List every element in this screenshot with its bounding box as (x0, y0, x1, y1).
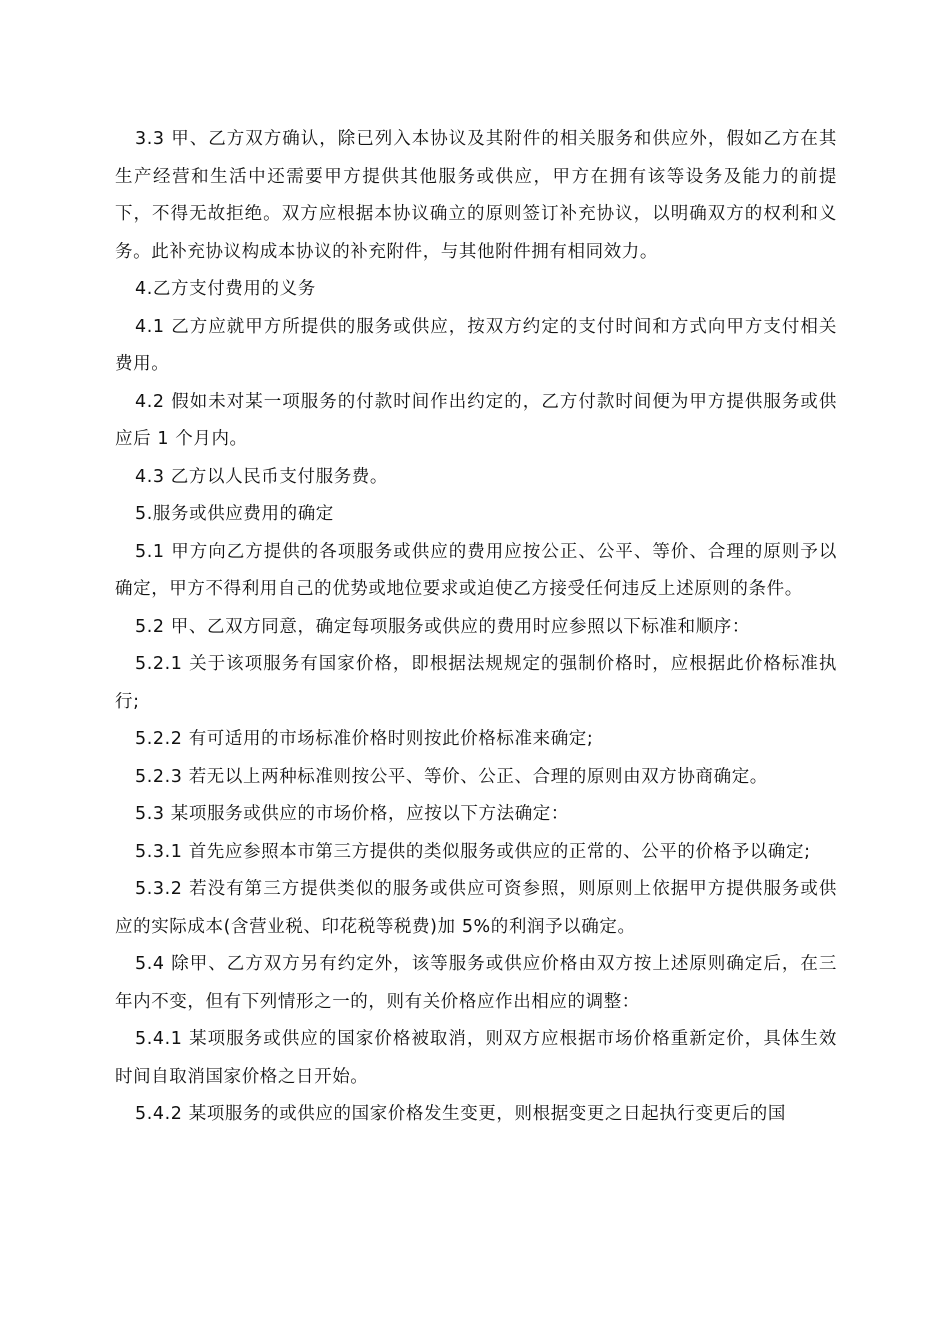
paragraph-3-3: 3.3 甲、乙方双方确认，除已列入本协议及其附件的相关服务和供应外，假如乙方在其生产经营和生活中还需要甲方提供其他服务或供应，甲方在拥有该等设务及能力的前提下，不得无故拒绝。双方应根据本协议确立的原则签订补充协议，以明确双方的权利和义务。此补充协议构成本协议的补充附件，与其他附件拥有相同效力。 (115, 129, 837, 262)
section-heading-4: 4.乙方支付费用的义务 (135, 279, 316, 299)
paragraph-5-2-2: 5.2.2 有可适用的市场标准价格时则按此价格标准来确定; (135, 729, 594, 749)
section-heading-5: 5.服务或供应费用的确定 (135, 504, 334, 524)
paragraph-5-4: 5.4 除甲、乙方双方另有约定外，该等服务或供应价格由双方按上述原则确定后，在三年内不变，但有下列情形之一的，则有关价格应作出相应的调整： (115, 954, 837, 1012)
paragraph-4-3: 4.3 乙方以人民币支付服务费。 (135, 466, 388, 487)
paragraph-4-1: 4.1 乙方应就甲方所提供的服务或供应，按双方约定的支付时间和方式向甲方支付相关费用。 (115, 316, 837, 374)
paragraph-5-4-2: 5.4.2 某项服务的或供应的国家价格发生变更，则根据变更之日起执行变更后的国 (135, 1104, 786, 1124)
paragraph-5-3-1: 5.3.1 首先应参照本市第三方提供的类似服务或供应的正常的、公平的价格予以确定; (135, 841, 811, 862)
paragraph-5-2-1: 5.2.1 关于该项服务有国家价格，即根据法规规定的强制价格时，应根据此价格标准执行; (115, 654, 837, 712)
paragraph-5-4-1: 5.4.1 某项服务或供应的国家价格被取消，则双方应根据市场价格重新定价，具体生效时间自取消国家价格之日开始。 (115, 1029, 837, 1087)
document-body (115, 121, 837, 1134)
paragraph-4-2: 4.2 假如未对某一项服务的付款时间作出约定的，乙方付款时间便为甲方提供服务或供应后 1 个月内。 (115, 391, 837, 449)
paragraph-5-3: 5.3 某项服务或供应的市场价格，应按以下方法确定： (135, 804, 569, 824)
paragraph-5-2: 5.2 甲、乙双方同意，确定每项服务或供应的费用时应参照以下标准和顺序： (135, 616, 750, 637)
paragraph-5-3-2: 5.3.2 若没有第三方提供类似的服务或供应可资参照，则原则上依据甲方提供服务或供应的实际成本(含营业税、印花税等税费)加 5%的利润予以确定。 (115, 879, 837, 937)
paragraph-5-1: 5.1 甲方向乙方提供的各项服务或供应的费用应按公正、公平、等价、合理的原则予以确定，甲方不得利用自己的优势或地位要求或迫使乙方接受任何违反上述原则的条件。 (115, 541, 837, 599)
paragraph-5-2-3: 5.2.3 若无以上两种标准则按公平、等价、公正、合理的原则由双方协商确定。 (135, 766, 768, 787)
